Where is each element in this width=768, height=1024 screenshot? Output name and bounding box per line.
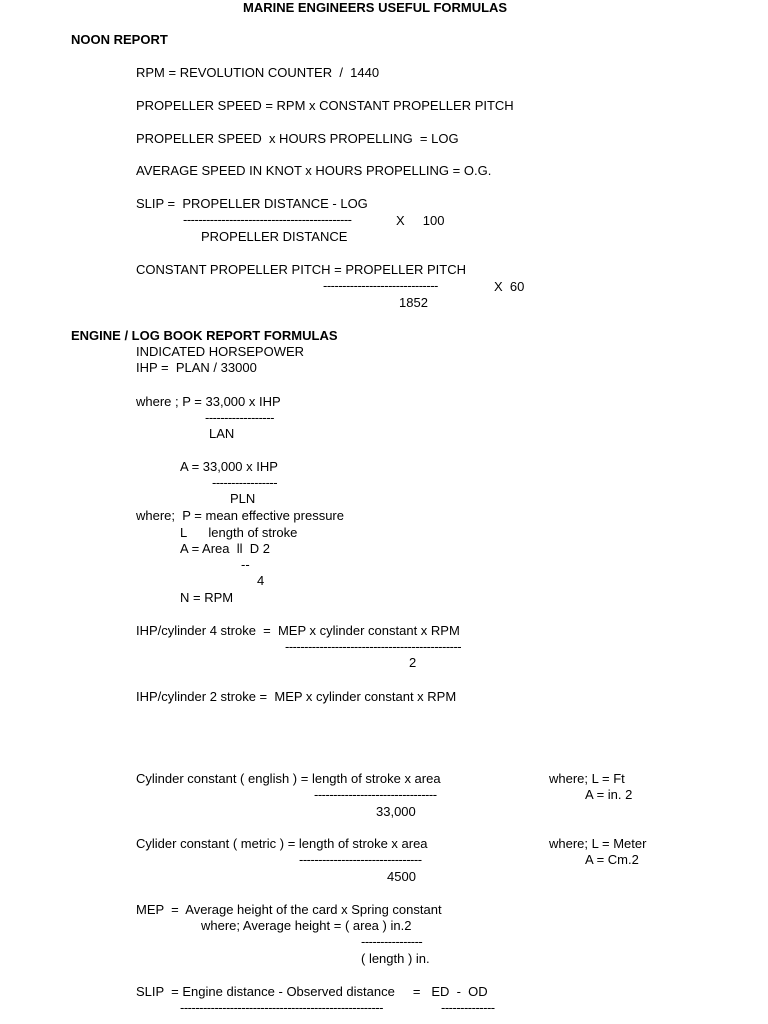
- formula-p-denominator: LAN: [209, 426, 235, 441]
- formula-a-numerator: A = 33,000 x IHP: [180, 459, 278, 474]
- formula-a-denominator: PLN: [230, 491, 256, 506]
- formula-mep: MEP = Average height of the card x Spring constant: [136, 902, 442, 917]
- formula-cc-metric-numerator: Cylider constant ( metric ) = length of stroke x area: [136, 836, 428, 851]
- where-l: L length of stroke: [180, 525, 298, 540]
- mep-denominator: ( length ) in.: [361, 951, 430, 966]
- fraction-bar: --------------: [441, 1000, 495, 1015]
- formula-ihp4-denominator: 2: [409, 655, 417, 670]
- fraction-bar: --------------------------------: [314, 787, 437, 802]
- where-p: where; P = mean effective pressure: [136, 508, 344, 523]
- formula-p-numerator: where ; P = 33,000 x IHP: [136, 394, 281, 409]
- formula-cc-english-denominator: 33,000: [376, 804, 416, 819]
- fraction-bar: --------------------------------: [299, 852, 422, 867]
- formula-ihp4-numerator: IHP/cylinder 4 stroke = MEP x cylinder constant x RPM: [136, 623, 460, 638]
- formula-propeller-speed: PROPELLER SPEED = RPM x CONSTANT PROPELLER PITCH: [136, 98, 514, 113]
- cc-metric-a: A = Cm.2: [585, 852, 639, 867]
- formula-slip-engine: SLIP = Engine distance - Observed distance = ED - OD: [136, 984, 488, 999]
- formula-slip-numerator: SLIP = PROPELLER DISTANCE - LOG: [136, 196, 368, 211]
- fraction-bar: -----------------------------------------------------: [180, 1000, 383, 1015]
- where-n: N = RPM: [180, 590, 234, 605]
- document-title: MARINE ENGINEERS USEFUL FORMULAS: [243, 0, 508, 15]
- formula-slip-multiplier: X 100: [396, 213, 445, 228]
- cc-english-a: A = in. 2: [585, 787, 633, 802]
- formula-cc-english-numerator: Cylinder constant ( english ) = length of stroke x area: [136, 771, 441, 786]
- where-a: A = Area ll D 2: [180, 541, 270, 556]
- formula-cc-metric-denominator: 4500: [387, 869, 416, 884]
- ihp-title: INDICATED HORSEPOWER: [136, 344, 305, 359]
- formula-rpm: RPM = REVOLUTION COUNTER / 1440: [136, 65, 380, 80]
- formula-log: PROPELLER SPEED x HOURS PROPELLING = LOG: [136, 131, 459, 146]
- formula-cpp-numerator: CONSTANT PROPELLER PITCH = PROPELLER PITCH: [136, 262, 467, 277]
- cc-english-where: where; L = Ft: [549, 771, 625, 786]
- fraction-bar: -----------------: [212, 475, 278, 490]
- fraction-bar: ----------------------------------------------: [285, 639, 462, 654]
- formula-ihp: IHP = PLAN / 33000: [136, 360, 257, 375]
- formula-ihp2: IHP/cylinder 2 stroke = MEP x cylinder constant x RPM: [136, 689, 457, 704]
- formula-slip-denominator: PROPELLER DISTANCE: [201, 229, 348, 244]
- fraction-bar: --: [241, 557, 250, 572]
- fraction-bar: --------------------------------------------: [183, 212, 352, 227]
- formula-og: AVERAGE SPEED IN KNOT x HOURS PROPELLING = O.G.: [136, 163, 492, 178]
- fraction-bar: ------------------------------: [323, 278, 438, 293]
- mep-where: where; Average height = ( area ) in.2: [201, 918, 412, 933]
- cc-metric-where: where; L = Meter: [549, 836, 647, 851]
- formula-cpp-denominator: 1852: [399, 295, 428, 310]
- section-heading-noon-report: NOON REPORT: [71, 32, 168, 47]
- where-a-denominator: 4: [257, 573, 265, 588]
- section-heading-engine-log: ENGINE / LOG BOOK REPORT FORMULAS: [71, 328, 338, 343]
- formula-cpp-multiplier: X 60: [494, 279, 525, 294]
- fraction-bar: ----------------: [361, 934, 423, 949]
- fraction-bar: ------------------: [205, 410, 274, 425]
